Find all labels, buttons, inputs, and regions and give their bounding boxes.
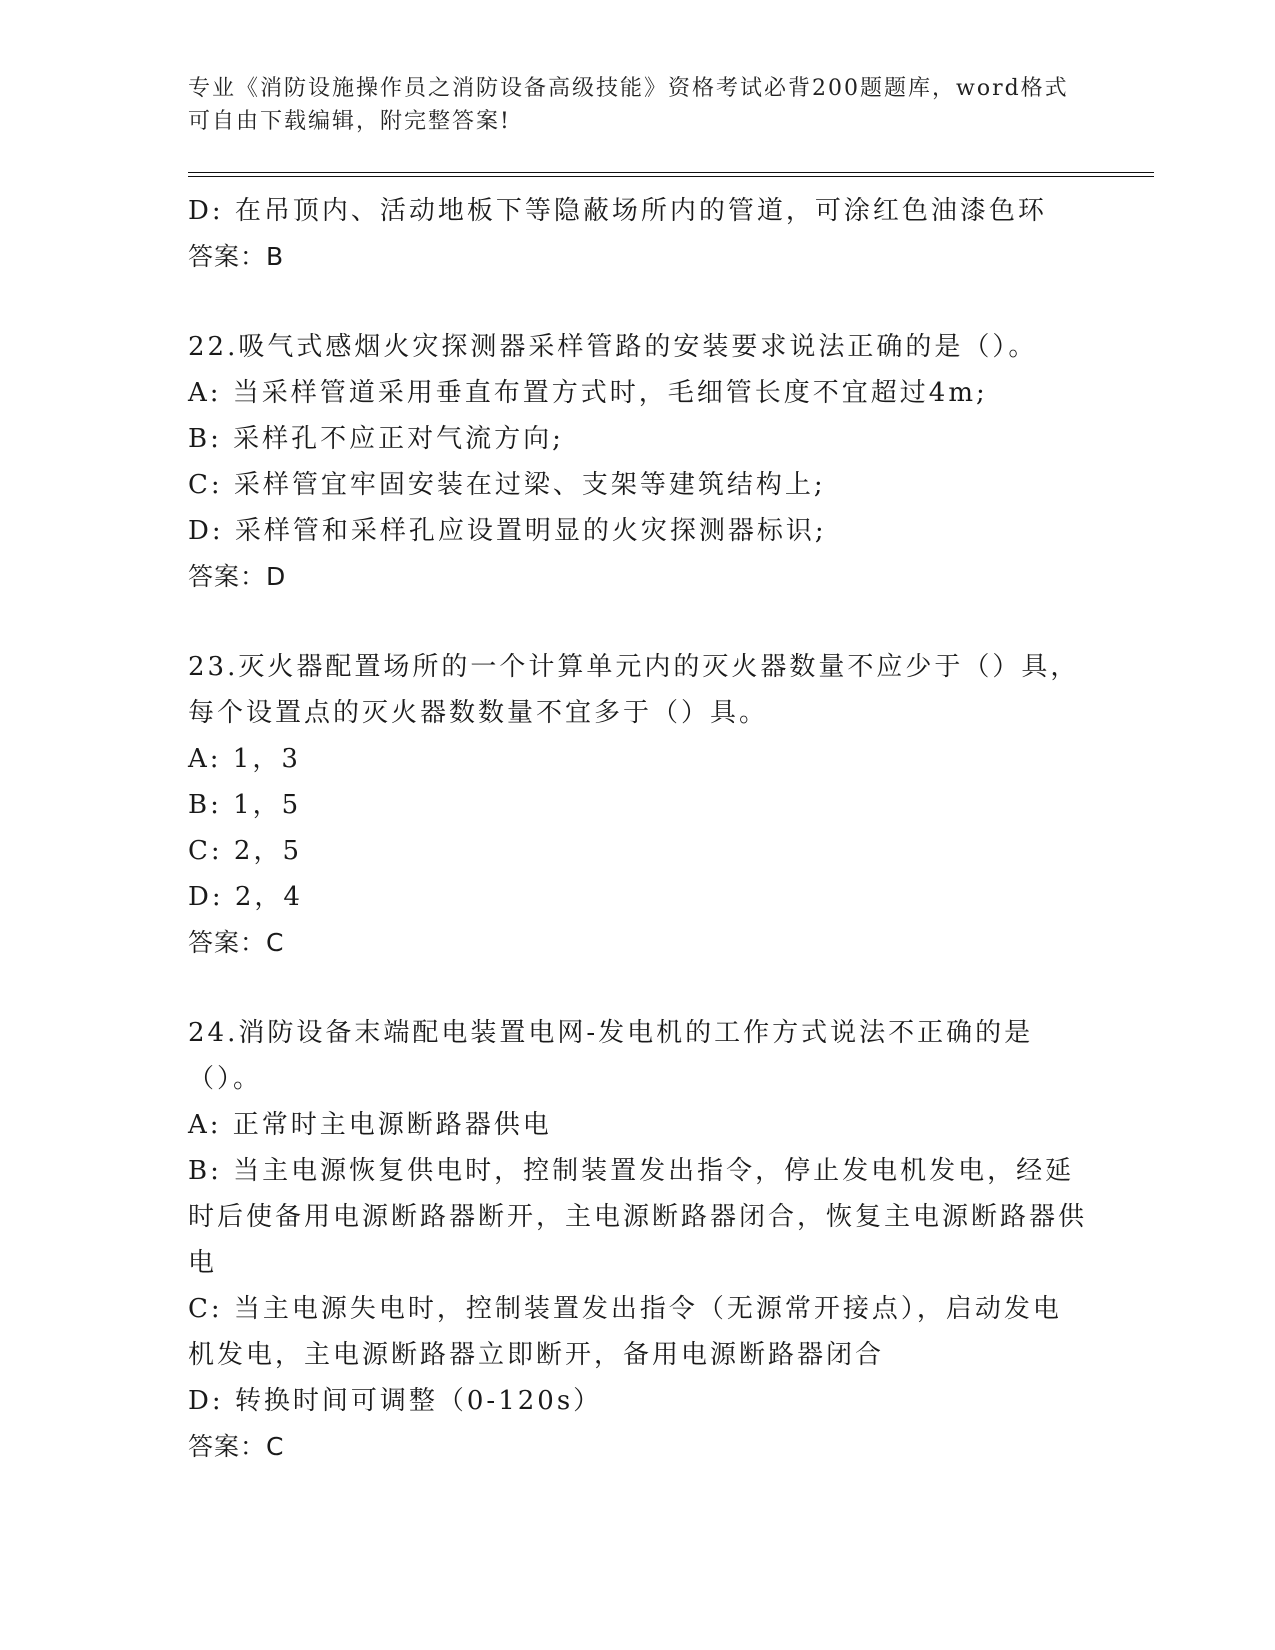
header-rule-bottom	[188, 176, 1154, 177]
option-c: C: 当主电源失电时，控制装置发出指令（无源常开接点），启动发电机发电，主电源断路器立即断开，备用电源断路器闭合	[188, 1294, 1062, 1370]
header-text: 专业《消防设施操作员之消防设备高级技能》资格考试必背200题题库，word格式可自由下载编辑，附完整答案!	[188, 76, 1069, 134]
option-a: A: 正常时主电源断路器供电	[188, 1110, 552, 1140]
option-d: D: 采样管和采样孔应设置明显的火灾探测器标识;	[188, 516, 827, 546]
option-a: A: 1，3	[188, 744, 301, 774]
carryover-option-d: D: 在吊顶内、活动地板下等隐蔽场所内的管道，可涂红色油漆色环	[188, 196, 1047, 226]
question-stem: 22.吸气式感烟火灾探测器采样管路的安装要求说法正确的是（）。	[188, 332, 1038, 362]
option-b: B: 当主电源恢复供电时，控制装置发出指令，停止发电机发电，经延时后使备用电源断路器断开，主电源断路器闭合，恢复主电源断路器供电	[188, 1156, 1088, 1278]
question-stem: 24.消防设备末端配电装置电网-发电机的工作方式说法不正确的是（）。	[188, 1018, 1034, 1094]
question-24	[188, 1010, 1088, 1470]
question-22	[188, 324, 1088, 600]
option-a: A: 当采样管道采用垂直布置方式时，毛细管长度不宜超过4m;	[188, 378, 988, 408]
spacer	[188, 600, 1088, 644]
option-c: C: 采样管宜牢固安装在过梁、支架等建筑结构上;	[188, 470, 826, 500]
header-rule-top	[188, 172, 1154, 173]
answer: 答案：C	[188, 928, 285, 957]
spacer	[188, 280, 1088, 324]
carryover-answer: 答案：B	[188, 242, 285, 271]
option-d: D: 转换时间可调整（0-120s）	[188, 1386, 603, 1416]
spacer	[188, 966, 1088, 1010]
option-c: C: 2，5	[188, 836, 303, 866]
answer: 答案：C	[188, 1432, 285, 1461]
document-header	[188, 72, 1078, 138]
question-stem: 23.灭火器配置场所的一个计算单元内的灭火器数量不应少于（）具，每个设置点的灭火器数数量不宜多于（）具。	[188, 652, 1080, 728]
question-content	[188, 188, 1088, 1470]
option-d: D: 2，4	[188, 882, 303, 912]
option-b: B: 采样孔不应正对气流方向;	[188, 424, 564, 454]
answer: 答案：D	[188, 562, 287, 591]
option-b: B: 1，5	[188, 790, 302, 820]
question-23	[188, 644, 1088, 966]
